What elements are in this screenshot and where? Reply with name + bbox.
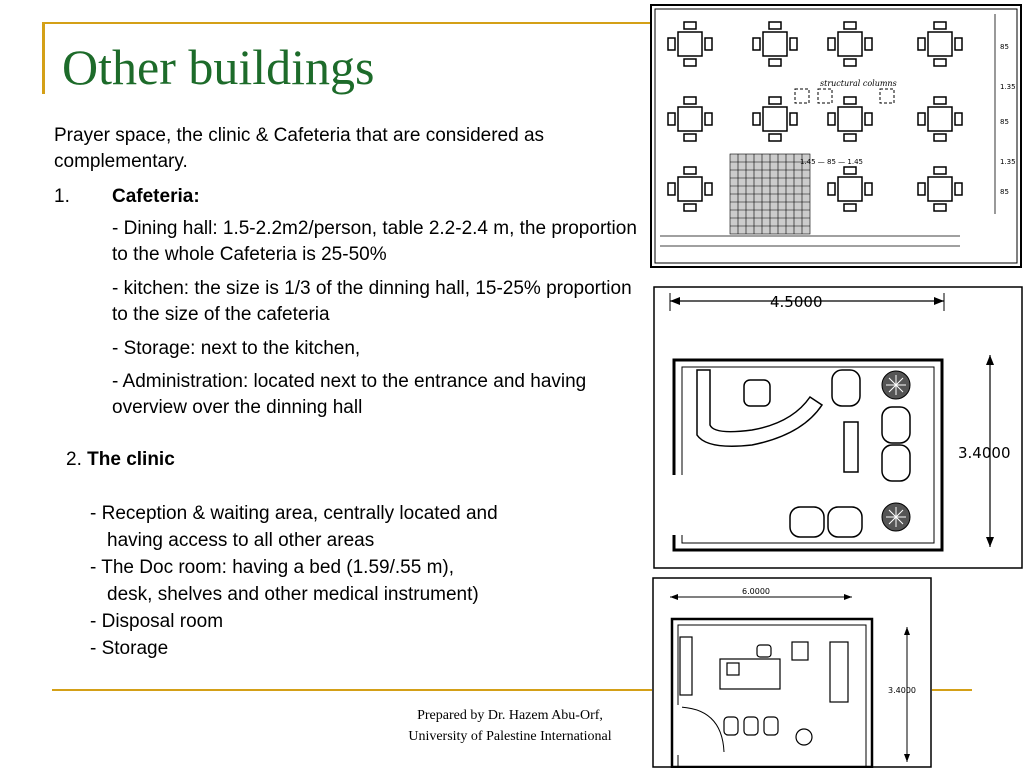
svg-text:85: 85: [1000, 188, 1009, 196]
slide-title: Other buildings: [62, 39, 375, 95]
svg-text:1.35: 1.35: [1000, 158, 1016, 166]
svg-text:1.35: 1.35: [1000, 83, 1016, 91]
svg-text:1.45 — 85 — 1.45: 1.45 — 85 — 1.45: [800, 158, 863, 166]
intro-text: Prayer space, the clinic & Cafeteria that are considered as complementary.: [54, 125, 545, 172]
footer: [370, 705, 650, 747]
dining-hall-plan: [650, 4, 1024, 270]
clinic-heading-row: [66, 447, 175, 473]
clinic-line-docroom-cont: desk, shelves and other medical instrument): [107, 584, 479, 605]
footer-line-2: University of Palestine International: [408, 729, 612, 744]
reception-height-label: 3.4000: [958, 444, 1011, 462]
accent-vertical-line: [42, 22, 45, 94]
cafeteria-item-kitchen: - kitchen: the size is 1/3 of the dinning hall, 15-25% proportion to the size of the cafeteria: [112, 278, 632, 325]
cafeteria-item-administration: - Administration: located next to the entrance and having overview over the dinning hall: [112, 371, 587, 418]
clinic-heading: The clinic: [87, 449, 175, 470]
accent-top-line: [42, 22, 652, 24]
docroom-width-label: 6.0000: [742, 587, 770, 596]
svg-text:85: 85: [1000, 118, 1009, 126]
cafeteria-heading: Cafeteria:: [112, 186, 200, 207]
svg-text:85: 85: [1000, 43, 1009, 51]
clinic-line-reception: - Reception & waiting area, centrally located and: [90, 503, 498, 524]
structural-columns-label: structural columns: [820, 79, 897, 88]
clinic-line-storage: - Storage: [90, 638, 169, 659]
cafeteria-number: 1.: [54, 186, 70, 207]
doc-room-plan: [652, 577, 932, 768]
docroom-height-label: 3.4000: [888, 686, 916, 695]
cafeteria-item-storage: - Storage: next to the kitchen,: [112, 338, 361, 359]
clinic-number: 2.: [66, 449, 82, 470]
footer-line-1: Prepared by Dr. Hazem Abu-Orf,: [417, 708, 603, 723]
reception-width-label: 4.5000: [770, 293, 823, 311]
clinic-line-reception-cont: having access to all other areas: [107, 530, 375, 551]
clinic-line-disposal: - Disposal room: [90, 611, 224, 632]
cafeteria-item-dining: - Dining hall: 1.5-2.2m2/person, table 2.2-2.4 m, the proportion to the whole Cafeteria is 25-50%: [112, 218, 637, 265]
clinic-line-docroom: - The Doc room: having a bed (1.59/.55 m),: [90, 557, 454, 578]
reception-plan: [652, 285, 1024, 570]
